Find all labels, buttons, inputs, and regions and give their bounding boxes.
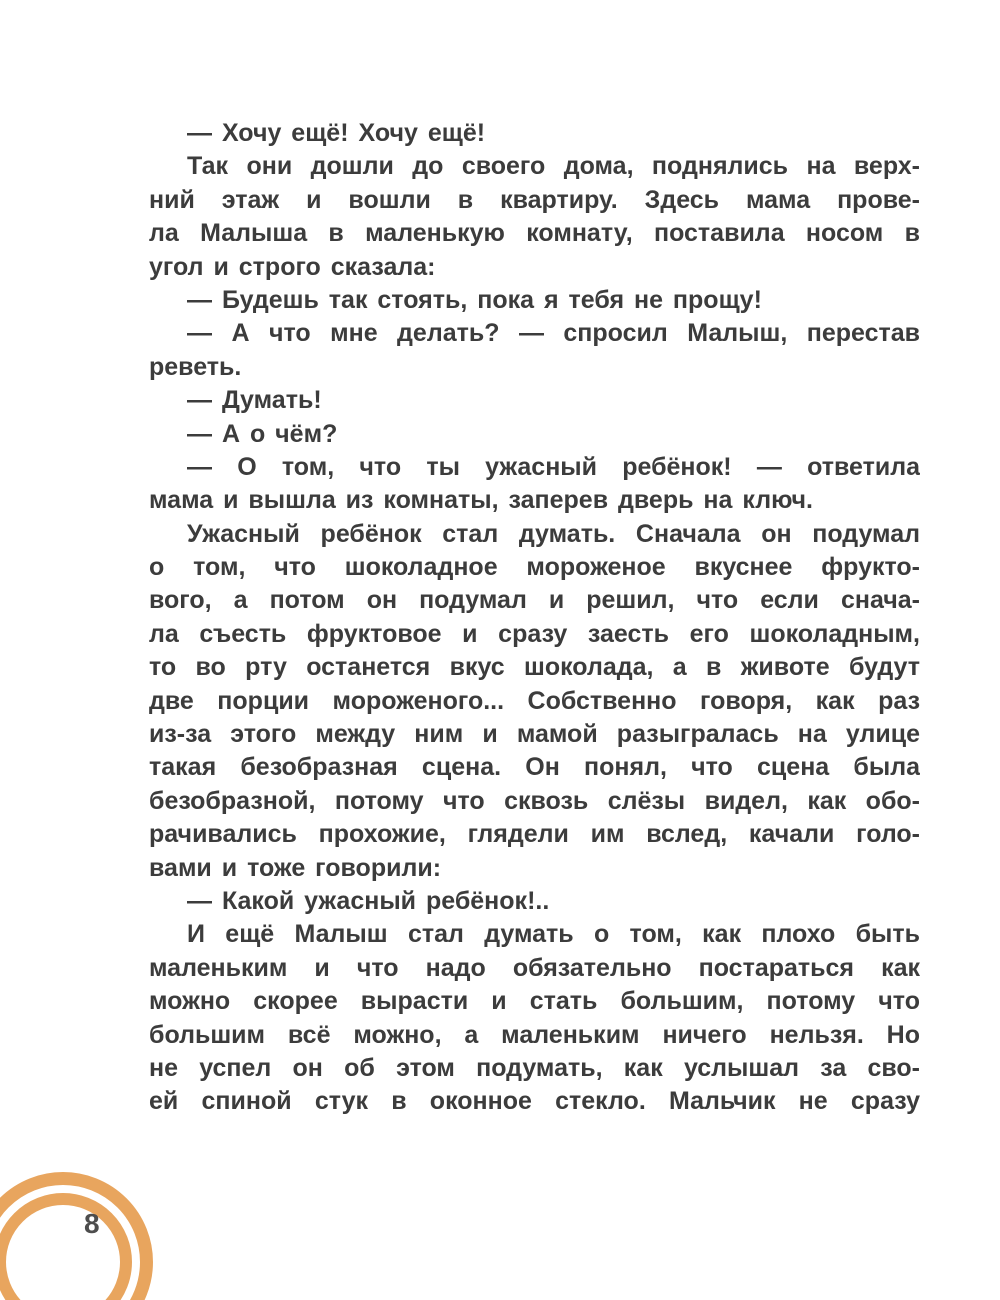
text-line: — Думать! [187, 386, 322, 415]
text-line: мама и вышла из комнаты, заперев дверь на ключ. [149, 486, 813, 515]
text-line: — Будешь так стоять, пока я тебя не прощу! [187, 285, 762, 314]
text-line: большим всё можно, а маленьким ничего нельзя. Но [149, 1020, 920, 1049]
text-line: две порции мороженого... Собственно говоря, как раз [149, 686, 920, 715]
text-line: — А о чём? [187, 419, 338, 448]
text-line: реветь. [149, 352, 242, 381]
text-line: такая безобразная сцена. Он понял, что сцена была [149, 753, 920, 782]
text-line: маленьким и что надо обязательно постараться как [149, 953, 920, 982]
text-line: ей спиной стук в оконное стекло. Мальчик не сразу [149, 1087, 920, 1116]
text-line: о том, что шоколадное мороженое вкуснее фрукто- [149, 553, 920, 582]
text-line: не успел он об этом подумать, как услышал за сво- [149, 1053, 920, 1082]
text-line: Ужасный ребёнок стал думать. Сначала он подумал [187, 519, 920, 548]
page-text [149, 117, 920, 1119]
text-line: вами и тоже говорили: [149, 853, 442, 882]
text-line: — Хочу ещё! Хочу ещё! [187, 119, 486, 147]
text-line: ла съесть фруктовое и сразу заесть его шоколадным, [149, 619, 920, 648]
text-line: — Какой ужасный ребёнок!.. [187, 886, 550, 915]
text-line: угол и строго сказала: [149, 252, 436, 281]
text-line: И ещё Малыш стал думать о том, как плохо быть [187, 920, 920, 949]
double-arc-corner-ornament [0, 1130, 200, 1300]
page-number: 8 [84, 1208, 100, 1239]
text-line: вого, а потом он подумал и решил, что если снача- [149, 586, 920, 615]
text-line: ний этаж и вошли в квартиру. Здесь мама прове- [149, 185, 920, 214]
text-line: Так они дошли до своего дома, поднялись на верх- [187, 152, 920, 181]
text-line: безобразной, потому что сквозь слёзы видел, как обо- [149, 786, 920, 815]
ornament-arc-inner [0, 1199, 126, 1300]
text-line: ла Малыша в маленькую комнату, поставила носом в [149, 219, 920, 248]
text-line: — А что мне делать? — спросил Малыш, перестав [187, 319, 920, 348]
text-line: рачивались прохожие, глядели им вслед, качали голо- [149, 820, 920, 849]
text-line: то во рту останется вкус шоколада, а в животе будут [149, 653, 920, 682]
text-line: можно скорее вырасти и стать большим, потому что [149, 987, 920, 1016]
text-line: — О том, что ты ужасный ребёнок! — ответила [187, 452, 920, 481]
ornament-arc-outer [0, 1179, 147, 1300]
text-line: из-за этого между ним и мамой разыгралась на улице [149, 720, 920, 749]
